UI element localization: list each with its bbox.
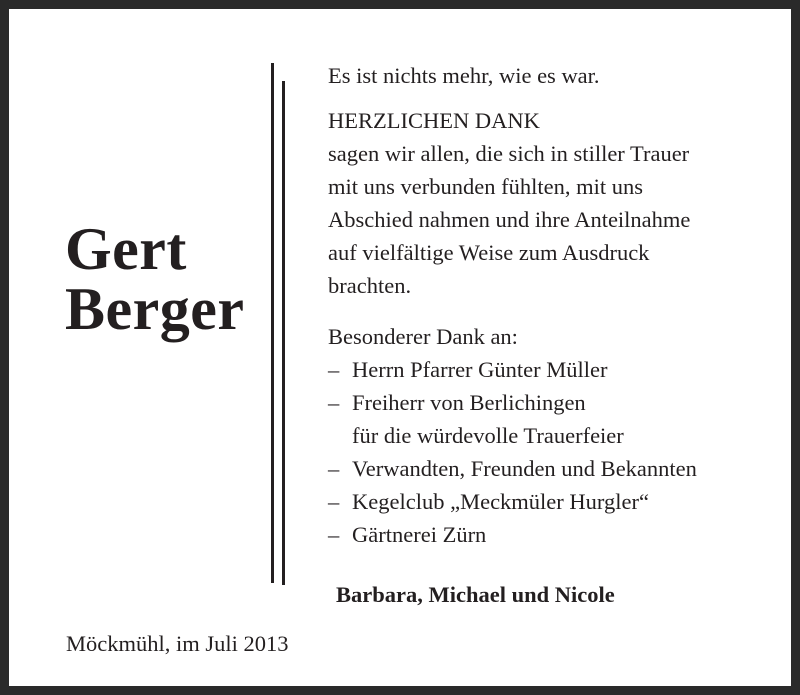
list-item-text: für die würdevolle Trauerfeier xyxy=(352,423,624,448)
thanks-line: Abschied nahmen und ihre Anteilnahme xyxy=(328,207,691,232)
list-item xyxy=(328,518,788,551)
deceased-first-name: Gert xyxy=(65,216,187,282)
divider-line-left xyxy=(271,63,274,583)
thanks-line: brachten. xyxy=(328,273,412,298)
motto: Es ist nichts mehr, wie es war. xyxy=(328,63,600,88)
list-item-text: Gärtnerei Zürn xyxy=(352,522,487,547)
dash-bullet: – xyxy=(328,489,340,514)
thanks-heading: HERZLICHEN DANK xyxy=(328,108,540,133)
thanks-line: sagen wir allen, die sich in stiller Trauer xyxy=(328,141,690,166)
special-thanks-heading: Besonderer Dank an: xyxy=(328,324,518,349)
list-item-text: Verwandten, Freunden und Bekannten xyxy=(352,456,697,481)
list-item xyxy=(328,353,788,386)
signature: Barbara, Michael und Nicole xyxy=(336,582,615,607)
divider-line-right xyxy=(282,81,285,585)
list-item-text: Freiherr von Berlichingen xyxy=(352,390,586,415)
dash-bullet: – xyxy=(328,456,340,481)
thanks-line: auf vielfältige Weise zum Ausdruck xyxy=(328,240,650,265)
thanks-line: mit uns verbunden fühlten, mit uns xyxy=(328,174,643,199)
dash-bullet: – xyxy=(328,522,340,547)
list-item xyxy=(328,485,788,518)
dash-bullet: – xyxy=(328,390,340,415)
deceased-name xyxy=(65,216,245,342)
notice-text xyxy=(328,59,788,551)
deceased-last-name: Berger xyxy=(65,276,245,342)
dash-bullet: – xyxy=(328,357,340,382)
list-item-text: Herrn Pfarrer Günter Müller xyxy=(352,357,608,382)
list-item xyxy=(328,452,788,485)
place-date: Möckmühl, im Juli 2013 xyxy=(66,631,289,656)
special-thanks-list xyxy=(328,353,788,551)
list-item-text: Kegelclub „Meckmüler Hurgler“ xyxy=(352,489,649,514)
list-item xyxy=(328,386,788,452)
